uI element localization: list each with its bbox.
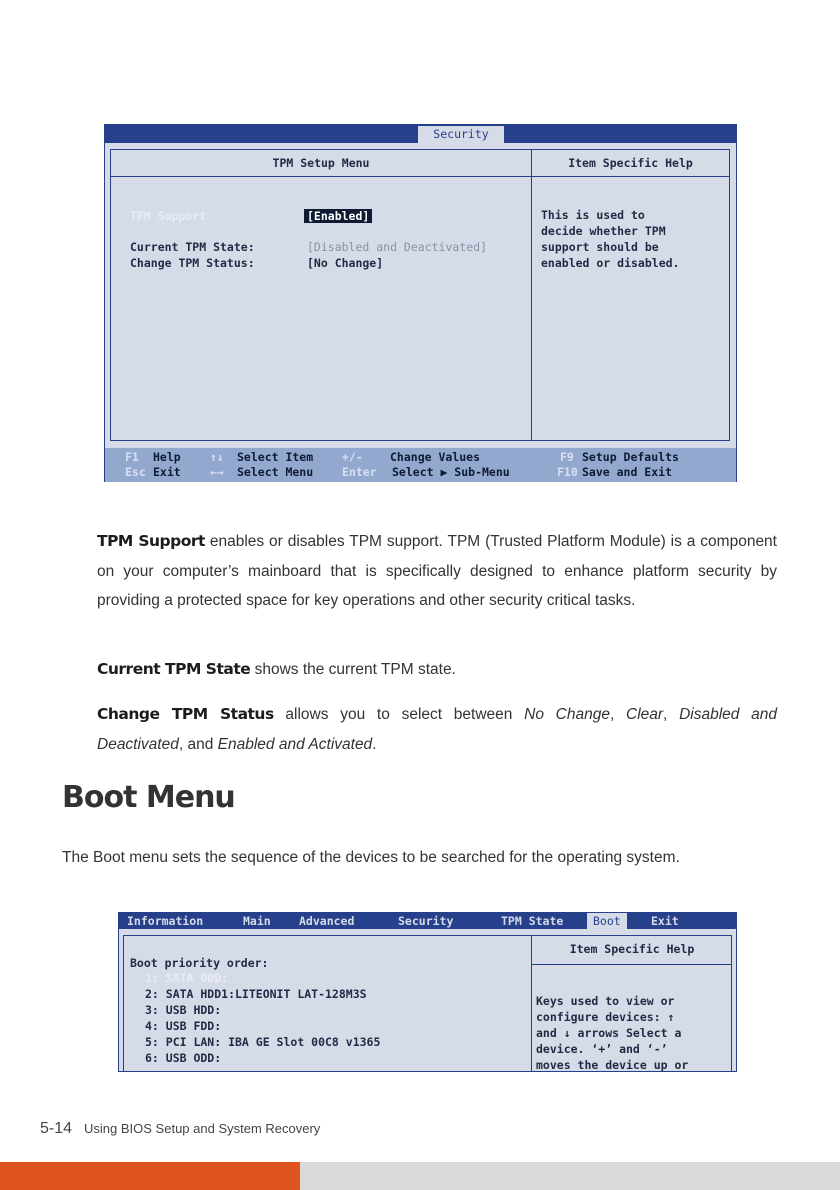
option-no-change: No Change <box>524 706 610 723</box>
bios-item-value: [Disabled and Deactivated] <box>307 240 488 254</box>
bios-menu-boot[interactable]: Boot <box>587 913 627 929</box>
bios-tab-security[interactable]: Security <box>418 126 504 143</box>
chapter-title: Using BIOS Setup and System Recovery <box>84 1121 321 1136</box>
term-tpm-support: TPM Support <box>97 532 205 550</box>
paragraph-end: . <box>372 735 377 753</box>
bios-security-screenshot <box>104 124 737 482</box>
key-esc: Esc <box>125 465 146 479</box>
section-heading: Boot Menu <box>62 780 235 815</box>
footer-gray-bar <box>300 1162 840 1190</box>
bios-item-value[interactable]: [Enabled] <box>304 209 372 223</box>
option-clear: Clear <box>626 706 664 723</box>
bios-menu-exit[interactable]: Exit <box>651 914 679 928</box>
key-plusminus-label: Change Values <box>390 450 481 464</box>
bios-help-header-rule <box>532 964 732 965</box>
bios-help-line: device. ‘+’ and ‘-’ <box>536 1042 668 1056</box>
key-f1: F1 <box>125 450 139 464</box>
bios-menu-tpm-state[interactable]: TPM State <box>501 914 564 928</box>
bios-panel-divider <box>531 936 532 1072</box>
boot-order-title: Boot priority order: <box>130 956 269 970</box>
bios-menu-information[interactable]: Information <box>127 914 204 928</box>
bios-menu-main[interactable]: Main <box>243 914 271 928</box>
page-footer <box>40 1120 320 1138</box>
paragraph-text: shows the current TPM state. <box>250 661 456 678</box>
paragraph-text: enables or disables TPM support. TPM (Trusted Platform Module) is a component on your computer’s mainboard that is specifically designed to enhance platform security by providing a protected space for key operations and other security critical tasks. <box>97 533 777 609</box>
bios-help-line: moves the device up or <box>536 1058 689 1072</box>
paragraph-current-tpm-state <box>97 655 777 685</box>
bios-item-label: Current TPM State: <box>130 240 255 254</box>
bios-help-line: enabled or disabled. <box>541 256 680 270</box>
boot-order-item[interactable]: 3: USB HDD: <box>145 1003 222 1017</box>
bios-key-legend <box>105 448 736 482</box>
bios-item-label: Change TPM Status: <box>130 256 255 270</box>
paragraph-text: allows you to select between <box>273 706 525 723</box>
section-intro: The Boot menu sets the sequence of the devices to be searched for the operating system. <box>62 849 680 866</box>
key-updown: ↑↓ <box>210 450 224 464</box>
boot-order-item[interactable]: 5: PCI LAN: IBA GE Slot 00C8 v1365 <box>145 1035 381 1049</box>
key-f10: F10 <box>557 465 578 479</box>
key-f10-label: Save and Exit <box>582 465 673 479</box>
boot-order-item[interactable]: 4: USB FDD: <box>145 1019 222 1033</box>
bios-main-panel <box>123 935 732 1072</box>
bios-help-line: Keys used to view or <box>536 994 675 1008</box>
term-change-tpm-status: Change TPM Status <box>97 705 274 723</box>
separator: , <box>609 706 626 723</box>
key-leftright-label: Select Menu <box>237 465 314 479</box>
boot-order-item[interactable]: 1: SATA ODD: <box>145 971 229 985</box>
bios-panel-title: TPM Setup Menu <box>272 156 370 170</box>
bios-help-title: Item Specific Help <box>568 156 693 170</box>
boot-order-item[interactable]: 6: USB ODD: <box>145 1051 222 1065</box>
key-enter: Enter <box>342 465 377 479</box>
bios-help-line: configure devices: ↑ <box>536 1010 675 1024</box>
bios-main-panel <box>110 149 730 441</box>
bios-menu-security[interactable]: Security <box>398 914 454 928</box>
bios-help-line: and ↓ arrows Select a <box>536 1026 682 1040</box>
key-plusminus: +/- <box>342 450 363 464</box>
paragraph-tpm-support <box>97 527 777 616</box>
bios-panel-divider <box>531 150 532 440</box>
key-f9: F9 <box>560 450 574 464</box>
boot-order-item[interactable]: 2: SATA HDD1:LITEONIT LAT-128M3S <box>145 987 367 1001</box>
key-f9-label: Setup Defaults <box>582 450 679 464</box>
term-current-tpm-state: Current TPM State <box>97 660 251 678</box>
key-enter-label: Select ▶ Sub-Menu <box>392 465 510 479</box>
footer-accent-bar <box>0 1162 300 1190</box>
bios-boot-screenshot <box>118 912 737 1072</box>
bios-help-line: decide whether TPM <box>541 224 666 238</box>
key-f1-label: Help <box>153 450 181 464</box>
option-disabled-deactivated: Disabled and Deactivated <box>97 706 777 753</box>
key-leftright: ←→ <box>210 465 224 479</box>
bios-help-line: support should be <box>541 240 659 254</box>
bios-item-value[interactable]: [No Change] <box>307 256 384 270</box>
page-number: 5-14 <box>40 1120 73 1137</box>
key-updown-label: Select Item <box>237 450 314 464</box>
bios-menu-bar <box>105 125 736 143</box>
bios-help-line: This is used to <box>541 208 645 222</box>
bios-menu-advanced[interactable]: Advanced <box>299 914 355 928</box>
bios-item-label: TPM Support <box>130 209 207 223</box>
separator: , <box>663 706 680 723</box>
bios-help-title: Item Specific Help <box>569 942 695 956</box>
separator: , and <box>178 735 218 753</box>
key-esc-label: Exit <box>153 465 181 479</box>
paragraph-change-tpm-status <box>97 700 777 759</box>
bios-menu-bar <box>119 913 736 929</box>
option-enabled-activated: Enabled and Activated <box>217 735 373 753</box>
